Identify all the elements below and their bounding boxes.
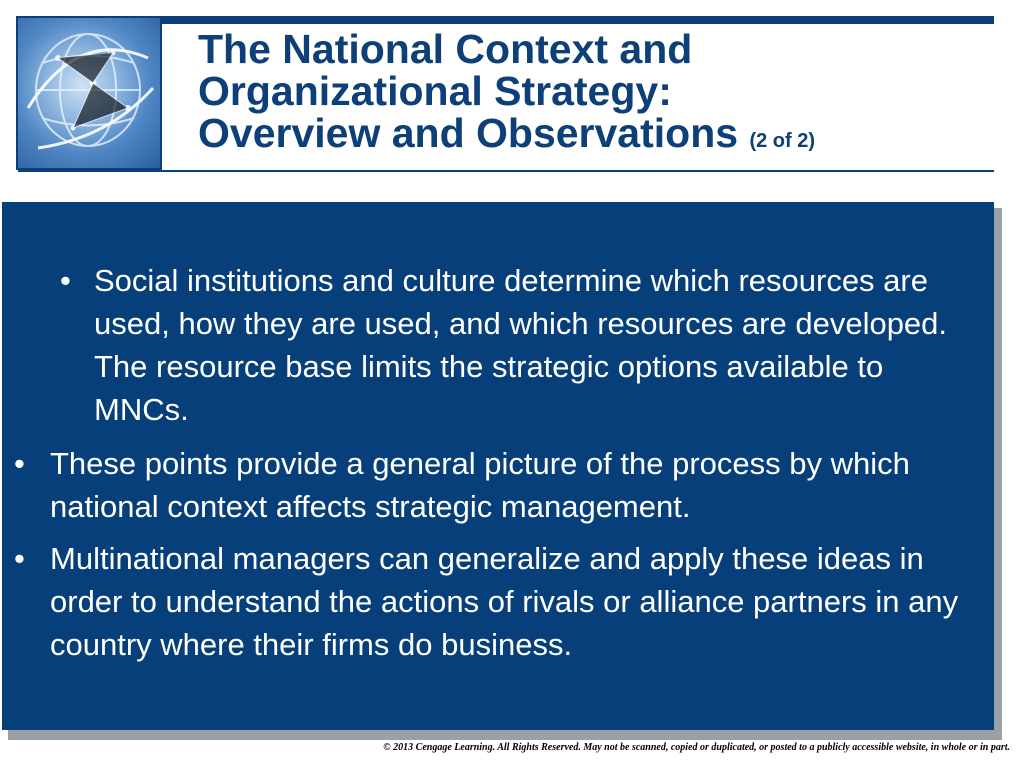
bullet-marker: • — [60, 263, 71, 298]
bullet-text: Multinational managers can generalize and apply these ideas in order to understand the actions of rivals or alliance partners in any country where their firms do business. — [50, 541, 959, 662]
slide-title — [198, 28, 988, 162]
bullet-text: These points provide a general picture of the process by which national context affects strategic management. — [50, 446, 910, 524]
bullet-item — [14, 442, 984, 528]
title-line-3: Overview and Observations — [198, 110, 739, 156]
title-line-1: The National Context and — [198, 26, 693, 72]
copyright-footer: © 2013 Cengage Learning. All Rights Reserved. May not be scanned, copied or duplicated, or posted to a publicly accessible website, in whole or in part. — [383, 742, 1010, 753]
content-panel — [2, 202, 994, 730]
bullet-text: Social institutions and culture determine which resources are used, how they are used, and which resources are developed. The resource base limits the strategic options available to MNCs. — [94, 263, 948, 427]
title-underline-rule — [18, 170, 994, 172]
bullet-item — [14, 537, 984, 666]
bullet-marker: • — [14, 446, 25, 481]
globe-network-logo-icon — [16, 16, 162, 170]
title-part-indicator: (2 of 2) — [749, 130, 816, 152]
bullet-marker: • — [14, 541, 25, 576]
header-top-rule — [162, 16, 994, 24]
title-line-2: Organizational Strategy: — [198, 68, 672, 114]
bullet-item — [60, 259, 980, 431]
